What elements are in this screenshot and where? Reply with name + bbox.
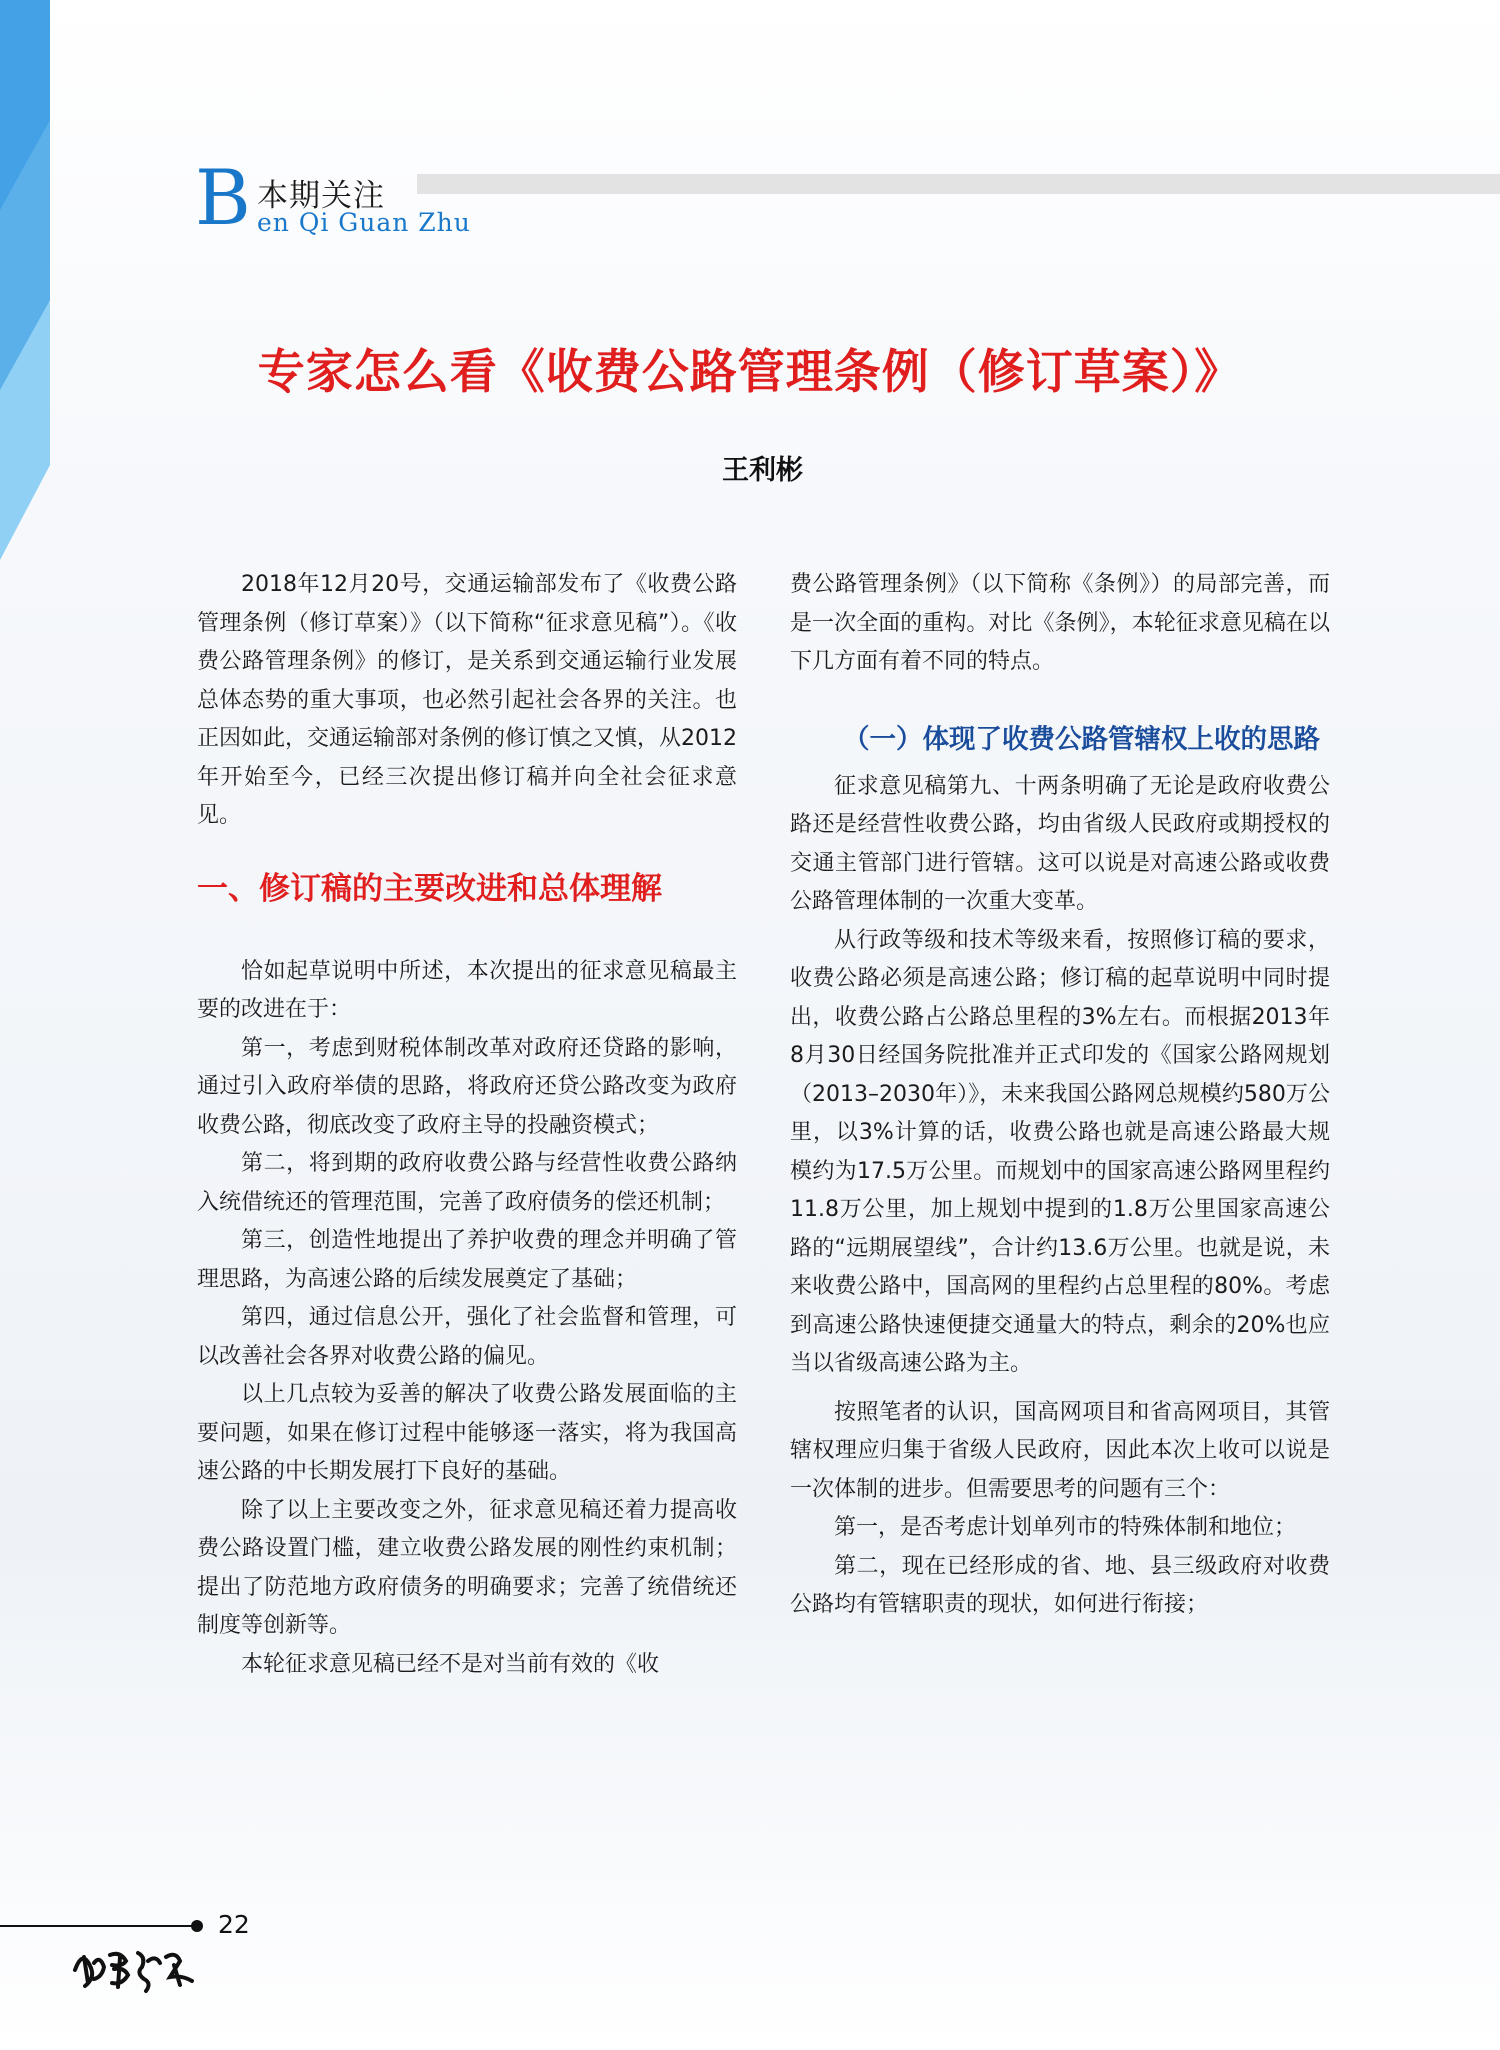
paragraph: 恰如起草说明中所述，本次提出的征求意见稿最主要的改进在于：: [197, 958, 737, 1022]
left-column: [197, 566, 737, 1684]
paragraph: 第一，考虑到财税体制改革对政府还贷路的影响，通过引入政府举债的思路，将政府还贷公路改变为政府收费公路，彻底改变了政府主导的投融资模式；: [197, 1035, 737, 1138]
section-heading: 一、修订稿的主要改进和总体理解: [197, 870, 662, 907]
paragraph: 从行政等级和技术等级来看，按照修订稿的要求，收费公路必须是高速公路；修订稿的起草说明中同时提出，收费公路占公路总里程的3%左右。而根据2013年8月30日经国务院批准并正式印发的《国家公路网规划（2013–2030年）》，未来我国公路网总规模约580万公里，以3%计算的话，收费公路也就是高速公路最大规模约为17.5万公里。而规划中的国家高速公路网里程约11.8万公里，加上规划中提到的1.8万公里国家高速公路的“远期展望线”，合计约13.6万公里。也就是说，未来收费公路中，国高网的里程约占总里程的80%。考虑到高速公路快速便捷交通量大的特点，剩余的20%也应当以省级高速公路为主。: [790, 927, 1330, 1376]
column-header: [195, 153, 1325, 242]
article-title: 专家怎么看《收费公路管理条例（修订草案）》: [257, 345, 1243, 400]
column-header-bar: [417, 174, 1500, 194]
article-author: 王利彬: [722, 455, 803, 486]
footer-dot: [191, 1920, 203, 1932]
paragraph: 除了以上主要改变之外，征求意见稿还着力提高收费公路设置门槛，建立收费公路发展的刚性约束机制；提出了防范地方政府债务的明确要求；完善了统借统还制度等创新等。: [197, 1497, 737, 1638]
column-initial: B: [195, 153, 251, 242]
paragraph: 第一，是否考虑计划单列市的特殊体制和地位；: [834, 1515, 1297, 1540]
paragraph: 第二，现在已经形成的省、地、县三级政府对收费公路均有管辖职责的现状，如何进行衔接；: [790, 1553, 1330, 1617]
paragraph: 第三，创造性地提出了养护收费的理念并明确了管理思路，为高速公路的后续发展奠定了基础；: [197, 1228, 737, 1292]
paragraph: 按照笔者的认识，国高网项目和省高网项目，其管辖权理应归集于省级人民政府，因此本次上收可以说是一次体制的进步。但需要思考的问题有三个：: [790, 1399, 1330, 1502]
subsection-heading: （一）体现了收费公路管辖权上收的思路: [843, 723, 1320, 755]
paragraph: 第二，将到期的政府收费公路与经营性收费公路纳入统借统还的管理范围，完善了政府债务的偿还机制；: [197, 1151, 737, 1215]
column-name-chinese: 本期关注: [257, 178, 385, 214]
paragraph: 以上几点较为妥善的解决了收费公路发展面临的主要问题，如果在修订过程中能够逐一落实，将为我国高速公路的中长期发展打下良好的基础。: [197, 1382, 737, 1484]
magazine-logo-icon: [70, 1935, 200, 1995]
paragraph: 第四，通过信息公开，强化了社会监督和管理，可以改善社会各界对收费公路的偏见。: [197, 1305, 737, 1369]
paragraph: 2018年12月20号，交通运输部发布了《收费公路管理条例（修订草案）》（以下简称“征求意见稿”）。《收费公路管理条例》的修订，是关系到交通运输行业发展总体态势的重大事项，也必然引起社会各界的关注。也正因如此，交通运输部对条例的修订慎之又慎，从2012年开始至今，已经三次提出修订稿并向全社会征求意见。: [197, 572, 737, 828]
page-number: 22: [218, 1910, 250, 1939]
footer-rule: [0, 1925, 196, 1927]
paragraph: 征求意见稿第九、十两条明确了无论是政府收费公路还是经营性收费公路，均由省级人民政府或期授权的交通主管部门进行管辖。这可以说是对高速公路或收费公路管理体制的一次重大变革。: [790, 773, 1330, 914]
column-name-pinyin: en Qi Guan Zhu: [257, 208, 471, 237]
right-column: [790, 566, 1330, 1625]
paragraph: 本轮征求意见稿已经不是对当前有效的《收: [241, 1651, 660, 1677]
paragraph: 费公路管理条例》（以下简称《条例》）的局部完善，而是一次全面的重构。对比《条例》，本轮征求意见稿在以下几方面有着不同的特点。: [790, 572, 1330, 674]
